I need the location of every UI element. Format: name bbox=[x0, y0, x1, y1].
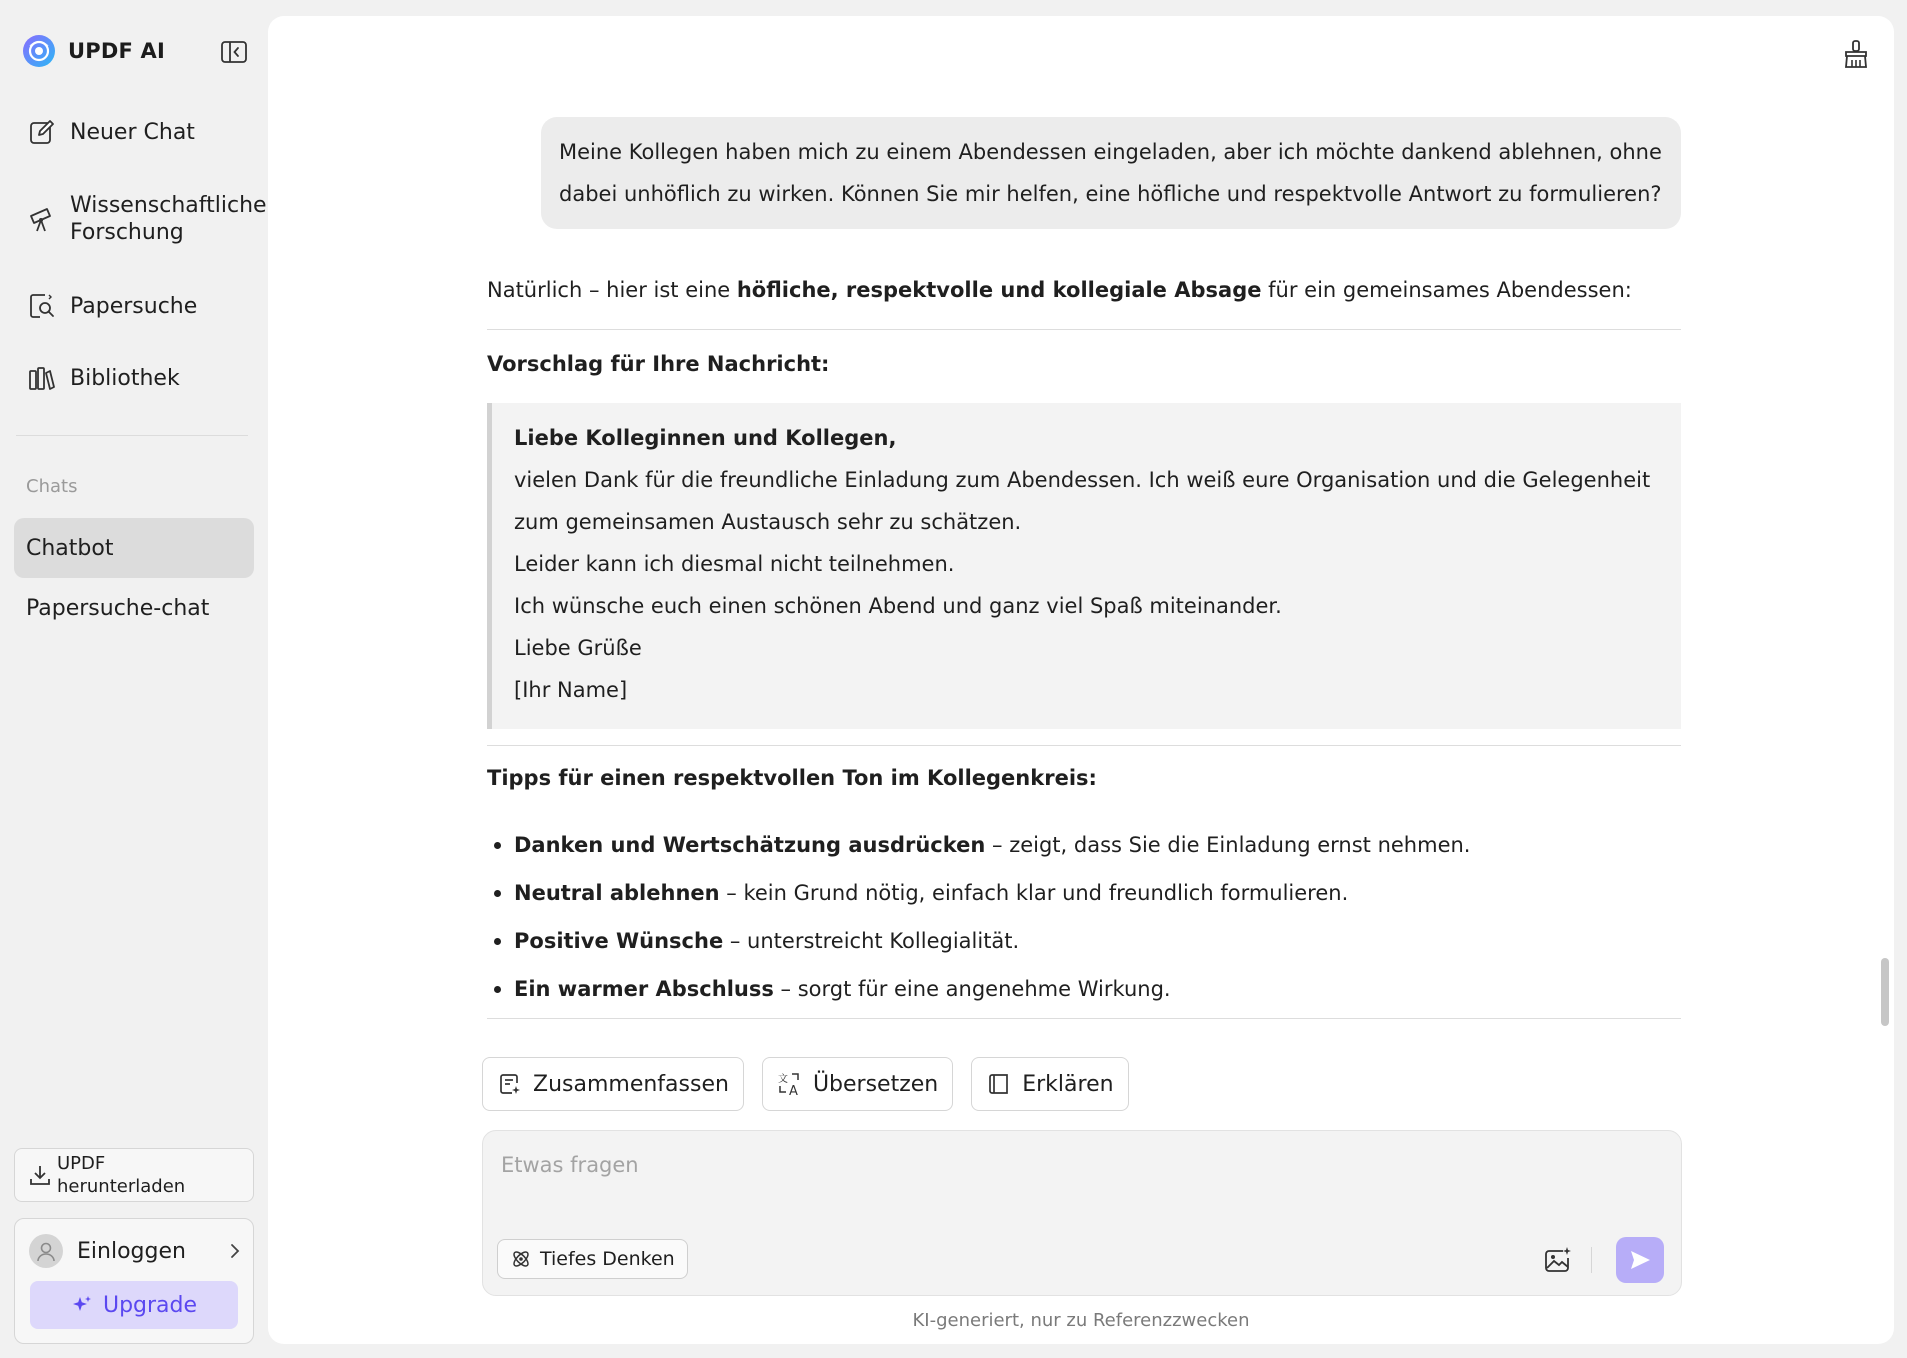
tips-list bbox=[487, 821, 1681, 1013]
summarize-icon bbox=[497, 1071, 523, 1097]
chat-item-label: Papersuche-chat bbox=[26, 595, 210, 621]
translate-label: Übersetzen bbox=[812, 1071, 939, 1097]
chat-input[interactable] bbox=[501, 1153, 1661, 1177]
quote-line: vielen Dank für die freundliche Einladung zum Abendessen. Ich weiß eure Organisation und die Gelegenheit zum gemeinsamen Austausch sehr zu schätzen. bbox=[514, 468, 1651, 534]
suggestion-heading: Vorschlag für Ihre Nachricht: bbox=[487, 352, 830, 376]
send-button[interactable] bbox=[1616, 1237, 1664, 1283]
quick-actions bbox=[482, 1057, 1129, 1111]
list-item bbox=[487, 869, 1681, 917]
answer-divider bbox=[487, 1018, 1681, 1019]
tip-title: Positive Wünsche bbox=[514, 929, 724, 953]
upgrade-button[interactable] bbox=[30, 1281, 238, 1329]
suggested-message-quote bbox=[487, 403, 1681, 729]
answer-divider bbox=[487, 745, 1681, 746]
paper-search-icon bbox=[28, 292, 56, 320]
translate-button[interactable] bbox=[762, 1057, 953, 1111]
chevron-right-icon bbox=[229, 1242, 241, 1260]
scrollbar-thumb[interactable] bbox=[1881, 958, 1889, 1026]
sidebar bbox=[0, 0, 268, 1358]
quote-line: Ich wünsche euch einen schönen Abend und ganz viel Spaß miteinander. bbox=[514, 594, 1282, 618]
login-label: Einloggen bbox=[77, 1238, 186, 1264]
explain-label: Erklären bbox=[1022, 1071, 1114, 1097]
updf-logo-icon bbox=[22, 34, 56, 68]
login-button[interactable] bbox=[29, 1233, 241, 1269]
tip-title: Neutral ablehnen bbox=[514, 881, 720, 905]
send-icon bbox=[1628, 1248, 1652, 1272]
atom-icon bbox=[510, 1248, 532, 1270]
translate-icon bbox=[777, 1071, 803, 1097]
nav-scientific-research-label: Wissenschaftliche Forschung bbox=[70, 193, 267, 245]
intro-bold-text: höfliche, respektvolle und kollegiale Absage bbox=[736, 278, 1262, 302]
sidebar-collapse-icon bbox=[221, 41, 247, 63]
list-item bbox=[487, 965, 1681, 1013]
quote-closing: Liebe Grüße bbox=[514, 636, 642, 660]
collapse-sidebar-button[interactable] bbox=[220, 40, 248, 64]
nav-new-chat-label: Neuer Chat bbox=[70, 119, 195, 145]
list-item bbox=[487, 917, 1681, 965]
svg-text:A: A bbox=[788, 1084, 798, 1097]
book-icon bbox=[986, 1071, 1012, 1097]
composer-separator bbox=[1591, 1247, 1592, 1273]
image-add-icon bbox=[1543, 1246, 1573, 1274]
chat-item-chatbot[interactable] bbox=[14, 518, 254, 578]
answer-intro bbox=[487, 278, 1632, 302]
user-message-bubble: Meine Kollegen haben mich zu einem Abendessen eingeladen, aber ich möchte dankend ablehnen, ohne dabei unhöflich zu wirken. Können Sie mir helfen, eine höfliche und respektvolle Antwort zu formulieren? bbox=[541, 117, 1681, 229]
app-name: UPDF AI bbox=[68, 39, 165, 63]
tip-text: – zeigt, dass Sie die Einladung ernst nehmen. bbox=[985, 833, 1471, 857]
download-label: UPDF herunterladen bbox=[57, 1153, 186, 1197]
tip-title: Danken und Wertschätzung ausdrücken bbox=[514, 833, 986, 857]
tip-text: – kein Grund nötig, einfach klar und freundlich formulieren. bbox=[719, 881, 1349, 905]
intro-text-end: für ein gemeinsames Abendessen: bbox=[1261, 278, 1632, 302]
sidebar-divider bbox=[16, 435, 248, 436]
telescope-icon bbox=[28, 206, 56, 234]
download-updf-button[interactable] bbox=[14, 1148, 254, 1202]
answer-divider bbox=[487, 329, 1681, 330]
chat-panel bbox=[268, 16, 1894, 1344]
tip-text: – sorgt für eine angenehme Wirkung. bbox=[773, 977, 1171, 1001]
nav-scientific-research[interactable] bbox=[28, 192, 267, 246]
account-card bbox=[14, 1218, 254, 1344]
tips-heading: Tipps für einen respektvollen Ton im Kollegenkreis: bbox=[487, 766, 1097, 790]
explain-button[interactable] bbox=[971, 1057, 1128, 1111]
summarize-label: Zusammenfassen bbox=[533, 1071, 729, 1097]
upload-image-button[interactable] bbox=[1541, 1243, 1575, 1277]
nav-library[interactable] bbox=[28, 364, 180, 392]
chat-item-label: Chatbot bbox=[26, 535, 114, 561]
nav-library-label: Bibliothek bbox=[70, 365, 180, 391]
quote-line: Leider kann ich diesmal nicht teilnehmen. bbox=[514, 552, 955, 576]
deep-thinking-toggle[interactable] bbox=[497, 1239, 688, 1279]
clear-chat-button[interactable] bbox=[1840, 38, 1872, 70]
summarize-button[interactable] bbox=[482, 1057, 744, 1111]
chats-section-label: Chats bbox=[26, 476, 78, 497]
tip-title: Ein warmer Abschluss bbox=[514, 977, 774, 1001]
user-icon bbox=[35, 1240, 57, 1262]
list-item bbox=[487, 821, 1681, 869]
sparkle-icon bbox=[71, 1294, 93, 1316]
intro-text: Natürlich – hier ist eine bbox=[487, 278, 737, 302]
broom-icon bbox=[1842, 39, 1870, 69]
nav-new-chat[interactable] bbox=[28, 118, 195, 146]
upgrade-label: Upgrade bbox=[102, 1292, 198, 1318]
nav-paper-search[interactable] bbox=[28, 292, 197, 320]
ai-disclaimer: KI-generiert, nur zu Referenzzwecken bbox=[912, 1310, 1250, 1331]
svg-text:文: 文 bbox=[777, 1074, 788, 1085]
avatar bbox=[29, 1234, 63, 1268]
deep-thinking-label: Tiefes Denken bbox=[540, 1248, 675, 1270]
chat-item-papersuche-chat[interactable] bbox=[14, 578, 254, 638]
library-icon bbox=[28, 364, 56, 392]
download-icon bbox=[29, 1163, 51, 1187]
tip-text: – unterstreicht Kollegialität. bbox=[723, 929, 1020, 953]
new-chat-icon bbox=[28, 118, 56, 146]
quote-greeting: Liebe Kolleginnen und Kollegen, bbox=[514, 426, 897, 450]
chat-composer bbox=[482, 1130, 1682, 1296]
quote-signature: [Ihr Name] bbox=[514, 678, 628, 702]
nav-paper-search-label: Papersuche bbox=[70, 293, 198, 319]
brand bbox=[22, 34, 165, 68]
